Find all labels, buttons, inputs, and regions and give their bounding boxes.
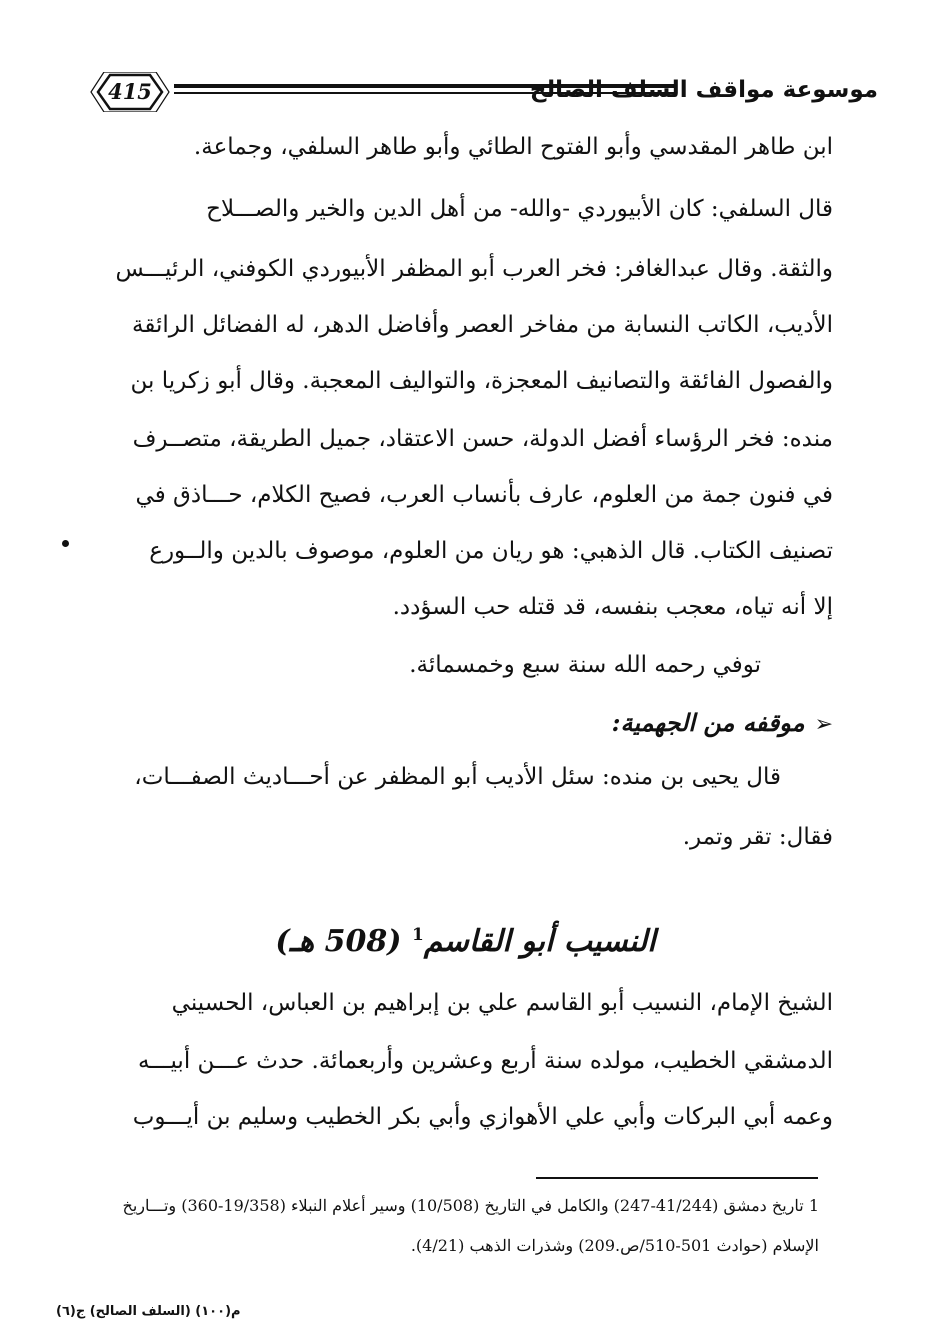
section-title-year: (508 هـ) bbox=[275, 924, 402, 959]
text-line: الأديب، الكاتب النسابة من مفاخر العصر وأفاضل الدهر، له الفضائل الرائقة bbox=[132, 312, 833, 338]
text-line: توفي رحمه الله سنة سبع وخمسمائة. bbox=[409, 652, 761, 678]
footnote-line: 1 تاريخ دمشق (41/244-247) والكامل في التاريخ (10/508) وسير أعلام النبلاء (19/358-360) وتـــاريخ bbox=[122, 1196, 819, 1215]
text-line: في فنون جمة من العلوم، عارف بأنساب العرب، فصيح الكلام، حـــاذق في bbox=[135, 482, 833, 508]
text-line: ابن طاهر المقدسي وأبو الفتوح الطائي وأبو طاهر السلفي، وجماعة. bbox=[193, 134, 833, 160]
print-signature: م(١٠٠) (السلف الصالح) ج(٦) bbox=[56, 1304, 241, 1319]
footnote-rule bbox=[536, 1177, 818, 1179]
arrow-bullet-icon: ➢ bbox=[814, 712, 833, 737]
text-line: قال يحيى بن منده: سئل الأديب أبو المظفر عن أحـــاديث الصفـــات، bbox=[134, 764, 781, 790]
text-line: منده: فخر الرؤساء أفضل الدولة، حسن الاعتقاد، جميل الطريقة، متصــرف bbox=[132, 426, 833, 452]
text-line: فقال: تقر وتمر. bbox=[682, 824, 833, 850]
footnote-ref: 1 bbox=[411, 925, 424, 945]
page-number: 415 bbox=[108, 79, 152, 104]
section-title-name: النسيب أبو القاسم bbox=[423, 924, 656, 959]
stray-mark bbox=[62, 540, 69, 547]
page-header bbox=[88, 62, 878, 122]
text-line: وعمه أبي البركات وأبي علي الأهوازي وأبي بكر الخطيب وسليم بن أيـــوب bbox=[132, 1104, 833, 1130]
text-line: تصنيف الكتاب. قال الذهبي: هو ريان من العلوم، موصوف بالدين والــورع bbox=[149, 538, 833, 564]
book-title: موسوعة مواقف السلف الصالح bbox=[529, 77, 878, 103]
text-line: قال السلفي: كان الأبيوردي -والله- من أهل الدين والخير والصـــلاح bbox=[206, 196, 833, 222]
text-line: والفصول الفائقة والتصانيف المعجزة، والتواليف المعجبة. وقال أبو زكريا بن bbox=[130, 368, 833, 394]
text-line: والثقة. وقال عبدالغافر: فخر العرب أبو المظفر الأبيوردي الكوفني، الرئيـــس bbox=[115, 256, 833, 282]
subheading-text: موقفه من الجهمية: bbox=[611, 708, 805, 737]
subheading bbox=[612, 708, 833, 737]
text-line: الدمشقي الخطيب، مولده سنة أربع وعشرين وأربعمائة. حدث عـــن أبيـــه bbox=[137, 1048, 833, 1074]
page-number-badge bbox=[88, 72, 172, 112]
footnote-line: الإسلام (حوادث 501-510/ص.209) وشذرات الذهب (4/21). bbox=[410, 1236, 819, 1255]
text-line: الشيخ الإمام، النسيب أبو القاسم علي بن إبراهيم بن العباس، الحسيني bbox=[171, 990, 833, 1016]
section-title bbox=[0, 905, 931, 965]
text-line: إلا أنه تياه، معجب بنفسه، قد قتله حب السؤدد. bbox=[392, 594, 833, 620]
